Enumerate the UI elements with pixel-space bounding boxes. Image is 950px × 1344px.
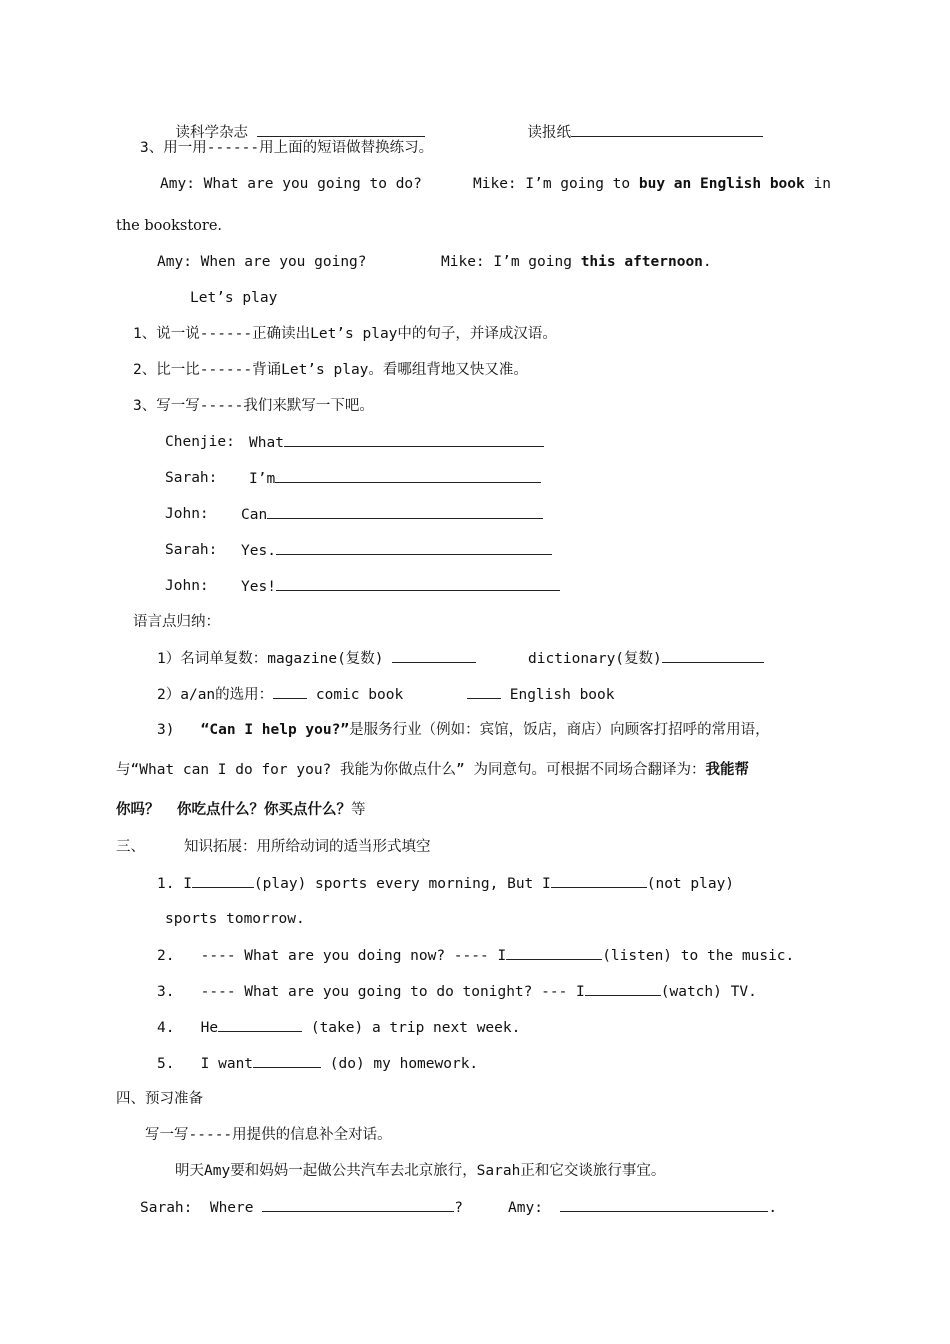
exercise-1: 1. I (play) sports every morning, But I (not play) xyxy=(157,873,734,894)
blank xyxy=(253,1053,321,1068)
lets-play-item-2: 2、比一比------背诵Let’s play。看哪组背地又快又准。 xyxy=(133,362,528,378)
blank xyxy=(560,1197,768,1212)
dictation-line: John: xyxy=(165,578,209,594)
blank xyxy=(275,468,541,483)
dictation-line: Sarah: xyxy=(165,470,218,486)
exercise-3: 3. ---- What are you going to do tonight? --- I (watch) TV. xyxy=(157,981,757,1002)
language-point-3-line2: 与“What can I do for you? 我能为你做点什么” 为同意句。可根据不同场合翻译为：我能帮 xyxy=(116,762,749,778)
blank xyxy=(192,873,254,888)
blank xyxy=(506,945,602,960)
mike-answer-1-cont: the bookstore. xyxy=(116,218,223,234)
blank xyxy=(262,1197,454,1212)
lets-play-item-3: 3、写一写-----我们来默写一下吧。 xyxy=(133,398,374,414)
exercise-2: 2. ---- What are you doing now? ---- I (listen) to the music. xyxy=(157,945,794,966)
blank xyxy=(276,576,560,591)
lets-play-heading: Let’s play xyxy=(190,290,278,306)
dictation-line: Sarah: xyxy=(165,542,218,558)
exercise-4: 4. He (take) a trip next week. xyxy=(157,1017,520,1038)
dictation-answer: Yes! xyxy=(241,576,560,597)
blank xyxy=(284,432,544,447)
section-4-title: 四、预习准备 xyxy=(116,1091,203,1107)
section-4-sub: 写一写-----用提供的信息补全对话。 xyxy=(145,1127,392,1143)
blank xyxy=(662,648,764,663)
phrase-read-newspaper: 读报纸 xyxy=(510,102,763,143)
section-3-title: 知识拓展：用所给动词的适当形式填空 xyxy=(184,839,431,855)
section-3-number: 三、 xyxy=(116,839,145,855)
dictation-answer: What xyxy=(249,432,544,453)
blank xyxy=(257,122,425,137)
language-point-1: 1）名词单复数：magazine(复数) xyxy=(157,648,476,669)
phrase-read-magazine: 读科学杂志 xyxy=(158,102,425,143)
blank xyxy=(571,122,763,137)
blank xyxy=(267,504,543,519)
exercise-5: 5. I want (do) my homework. xyxy=(157,1053,478,1074)
dialogue-amy: Amy: . xyxy=(508,1197,777,1218)
amy-question-2: Amy: When are you going? xyxy=(157,254,367,270)
language-point-3-line3: 你吗？ 你吃点什么？你买点什么？等 xyxy=(116,802,366,818)
language-point-3: 3) “Can I help you?”是服务行业（例如：宾馆，饭店，商店）向顾客打招呼的常用语， xyxy=(157,722,770,738)
dictation-line: Chenjie: xyxy=(165,434,235,450)
dialogue-sarah: Sarah: Where ? xyxy=(140,1197,463,1218)
amy-question-1: Amy: What are you going to do? xyxy=(160,176,422,192)
blank xyxy=(585,981,661,996)
blank xyxy=(467,684,501,699)
dictation-answer: Can xyxy=(241,504,543,525)
blank xyxy=(276,540,552,555)
blank xyxy=(273,684,307,699)
mike-answer-1: Mike: I’m going to buy an English book in xyxy=(473,176,831,192)
section-4-context: 明天Amy要和妈妈一起做公共汽车去北京旅行，Sarah正和它交谈旅行事宜。 xyxy=(175,1163,666,1179)
blank xyxy=(392,648,476,663)
dictation-answer: I’m xyxy=(249,468,541,489)
language-point-2: 2）a/an的选用： comic book xyxy=(157,684,403,705)
dictation-line: John: xyxy=(165,506,209,522)
blank xyxy=(551,873,647,888)
language-point-1b: dictionary(复数) xyxy=(528,648,764,669)
blank xyxy=(218,1017,302,1032)
mike-answer-2: Mike: I’m going this afternoon. xyxy=(441,254,712,270)
exercise-1-cont: sports tomorrow. xyxy=(165,911,305,927)
use-title: 3、用一用------用上面的短语做替换练习。 xyxy=(140,140,434,156)
language-point-2b: English book xyxy=(467,684,615,705)
lets-play-item-1: 1、说一说------正确读出Let’s play中的句子，并译成汉语。 xyxy=(133,326,557,342)
dictation-answer: Yes. xyxy=(241,540,552,561)
language-points-heading: 语言点归纳： xyxy=(133,614,220,630)
